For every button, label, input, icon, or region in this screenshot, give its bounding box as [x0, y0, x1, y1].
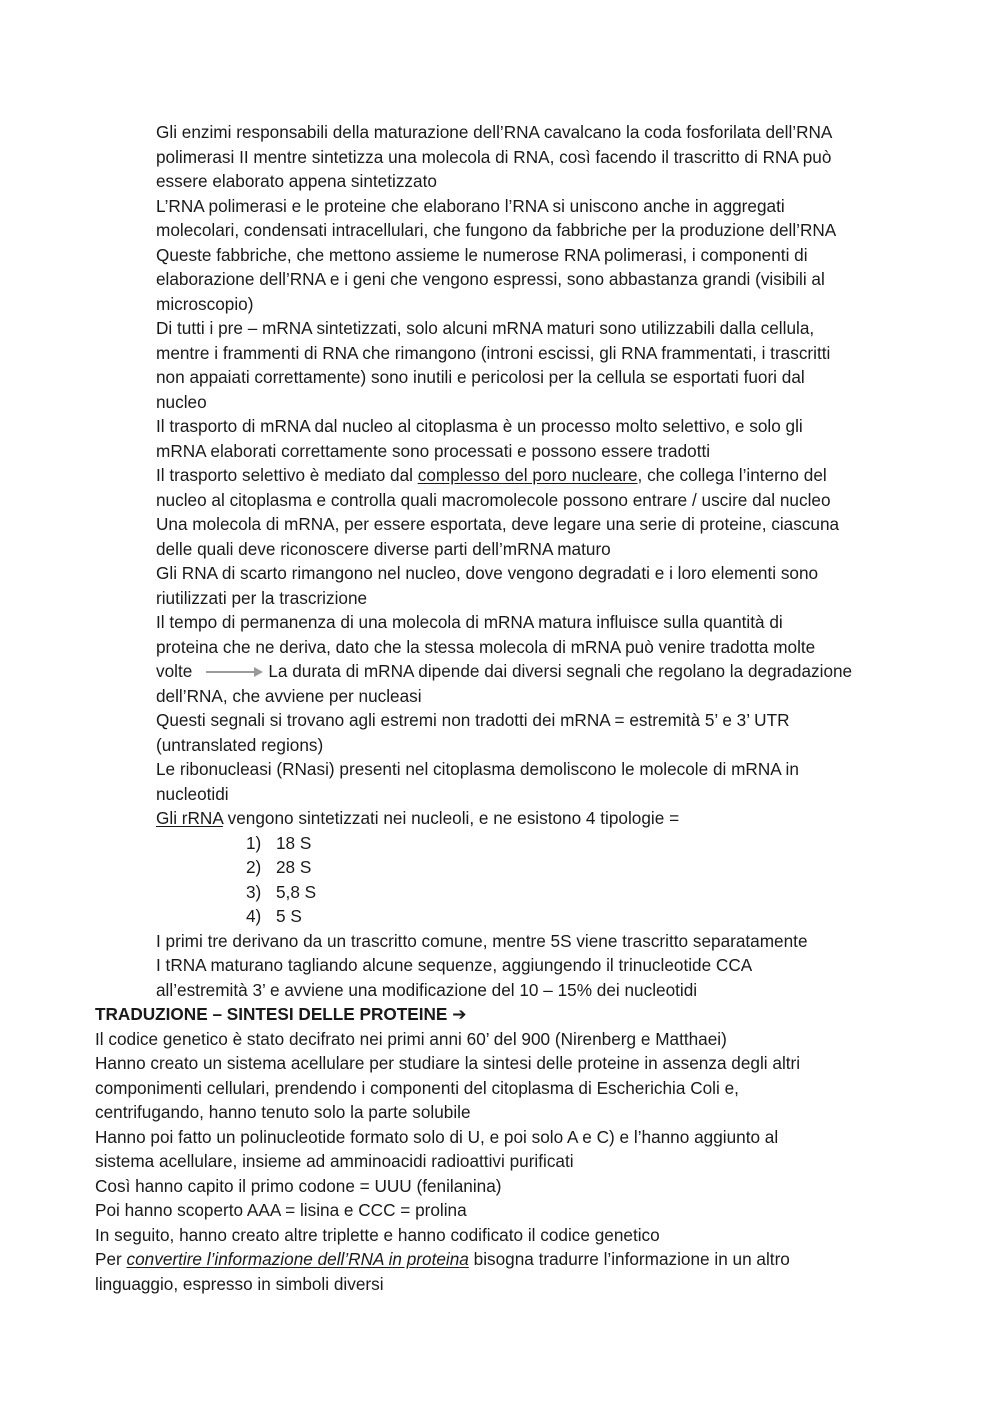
list-number: 1) [246, 832, 262, 853]
text-line: Gli RNA di scarto rimangono nel nucleo, dove vengono degradati e i loro elementi sono [156, 563, 819, 583]
text-line: In seguito, hanno creato altre triplette e hanno codificato il codice genetico [95, 1224, 660, 1245]
list-number: 3) [246, 881, 262, 902]
text-line: linguaggio, espresso in simboli diversi [95, 1273, 384, 1294]
text-line: centrifugando, hanno tenuto solo la parte solubile [95, 1102, 471, 1122]
text-line: molecolari, condensati intracellulari, che fungono da fabbriche per la produzione dell’RNA [156, 220, 837, 240]
right-arrow-icon [206, 660, 264, 685]
underlined-term: Gli rRNA [156, 808, 223, 828]
text-line: nucleotidi [156, 783, 229, 804]
text-segment: bisogna tradurre l’informazione in un altro [468, 1249, 790, 1269]
text-line: Il codice genetico è stato decifrato nei primi anni 60’ del 900 (Nirenberg e Matthaei) [95, 1028, 727, 1049]
text-line: riutilizzati per la trascrizione [156, 587, 368, 608]
text-line: nucleo al citoplasma e controlla quali macromolecole possono entrare / uscire dal nucleo [156, 489, 831, 510]
text-line: Di tutti i pre – mRNA sintetizzati, solo alcuni mRNA maturi sono utilizzabili dalla cellula, [156, 318, 815, 338]
list-item [246, 831, 311, 856]
list-text: 5,8 S [276, 881, 317, 902]
list-item [246, 904, 302, 929]
text-segment: , che collega l’interno del [637, 465, 827, 485]
text-line: Hanno poi fatto un polinucleotide formato solo di U, e poi solo A e C) e l’hanno aggiunto al [95, 1126, 779, 1147]
text-line: (untranslated regions) [156, 734, 324, 755]
text-line: I tRNA maturano tagliando alcune sequenze, aggiungendo il trinucleotide CCA [156, 955, 753, 975]
text-line [95, 1247, 790, 1272]
text-line: L’RNA polimerasi e le proteine che elaborano l’RNA si uniscono anche in aggregati [156, 195, 785, 216]
text-line: microscopio) [156, 293, 254, 314]
underlined-term: convertire l’informazione dell’RNA in proteina [126, 1249, 469, 1269]
text-segment: vengono sintetizzati nei nucleoli, e ne esistono 4 tipologie = [222, 808, 680, 828]
text-line: all’estremità 3’ e avviene una modificazione del 10 – 15% dei nucleotidi [156, 979, 698, 1000]
list-item [246, 880, 316, 905]
section-heading: TRADUZIONE – SINTESI DELLE PROTEINE ➔ [95, 1004, 467, 1024]
text-line: Questi segnali si trovano agli estremi non tradotti dei mRNA = estremità 5’ e 3’ UTR [156, 710, 790, 730]
text-line: Così hanno capito il primo codone = UUU (fenilanina) [95, 1175, 502, 1196]
list-number: 2) [246, 857, 262, 877]
text-line: mentre i frammenti di RNA che rimangono (introni escissi, gli RNA frammentati, i trascritti [156, 342, 831, 363]
text-line: Hanno creato un sistema acellulare per studiare la sintesi delle proteine in assenza degli altri [95, 1053, 801, 1073]
text-line: nucleo [156, 391, 207, 412]
text-line: Il tempo di permanenza di una molecola di mRNA matura influisce sulla quantità di [156, 612, 783, 632]
list-text: 5 S [276, 906, 302, 926]
text-line: dell’RNA, che avviene per nucleasi [156, 685, 422, 706]
text-line: Queste fabbriche, che mettono assieme le numerose RNA polimerasi, i componenti di [156, 244, 808, 265]
text-line [156, 806, 679, 831]
text-line: delle quali deve riconoscere diverse parti dell’mRNA maturo [156, 538, 611, 559]
text-line: Poi hanno scoperto AAA = lisina e CCC = prolina [95, 1200, 467, 1220]
text-line: sistema acellulare, insieme ad amminoacidi radioattivi purificati [95, 1151, 574, 1171]
text-line: Una molecola di mRNA, per essere esportata, deve legare una serie di proteine, ciascuna [156, 514, 840, 534]
list-number: 4) [246, 906, 262, 926]
text-line: Gli enzimi responsabili della maturazione dell’RNA cavalcano la coda fosforilata dell’RNA [156, 122, 833, 142]
text-line [156, 659, 852, 685]
text-line: Il trasporto di mRNA dal nucleo al citoplasma è un processo molto selettivo, e solo gli [156, 416, 803, 436]
list-text: 28 S [276, 857, 312, 877]
text-segment: Il trasporto selettivo è mediato dal [156, 465, 418, 485]
text-line: Le ribonucleasi (RNasi) presenti nel citoplasma demoliscono le molecole di mRNA in [156, 759, 799, 779]
text-line: I primi tre derivano da un trascritto comune, mentre 5S viene trascritto separatamente [156, 930, 808, 951]
list-text: 18 S [276, 832, 312, 853]
text-line: essere elaborato appena sintetizzato [156, 171, 437, 191]
text-segment: La durata di mRNA dipende dai diversi segnali che regolano la degradazione [268, 661, 853, 681]
list-item [246, 855, 311, 880]
text-line: non appaiati correttamente) sono inutili e pericolosi per la cellula se esportati fuori dal [156, 367, 805, 387]
text-line: mRNA elaborati correttamente sono processati e possono essere tradotti [156, 440, 711, 461]
text-segment: volte [156, 661, 193, 681]
text-line: elaborazione dell’RNA e i geni che vengono espressi, sono abbastanza grandi (visibili al [156, 269, 825, 289]
text-line: proteina che ne deriva, dato che la stessa molecola di mRNA può venire tradotta molte [156, 636, 816, 657]
text-line: componimenti cellulari, prendendo i componenti del citoplasma di Escherichia Coli e, [95, 1077, 739, 1098]
text-segment: Per [95, 1249, 127, 1269]
text-line: polimerasi II mentre sintetizza una molecola di RNA, così facendo il trascritto di RNA può [156, 146, 832, 167]
underlined-term: complesso del poro nucleare [417, 465, 638, 485]
text-line [156, 463, 827, 488]
